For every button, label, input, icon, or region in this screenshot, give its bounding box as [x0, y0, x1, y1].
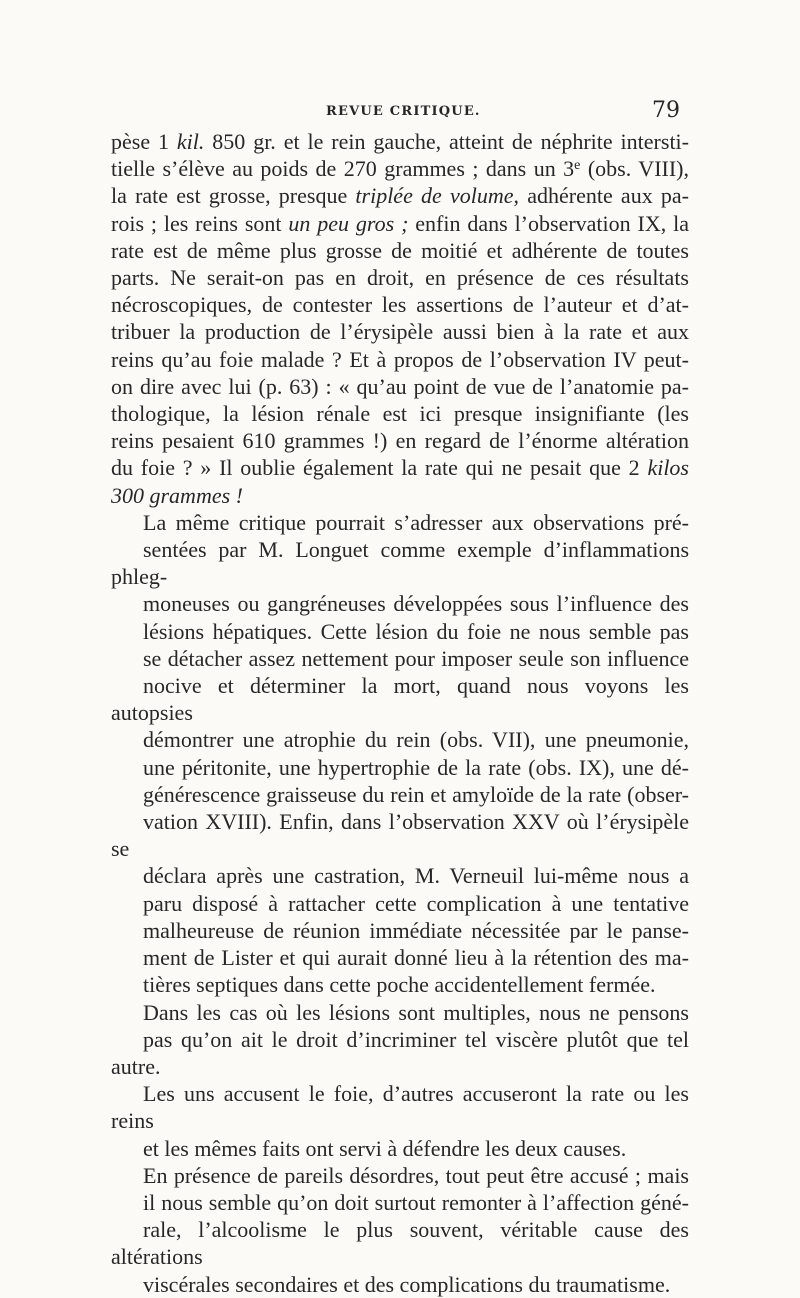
text-run: vation XVIII). Enfin, dans l’observation XXV où l’érysipèle se	[111, 809, 689, 862]
text-run: Dans les cas où les lésions sont multiples, nous ne pensons	[143, 999, 689, 1025]
article-body	[111, 128, 689, 1298]
italic-run: un peu gros ;	[288, 210, 409, 236]
text-run: générescence graisseuse du rein et amyloïde de la rate (obser-	[143, 781, 689, 807]
paragraph-4	[111, 1162, 689, 1298]
text-run: rate est de même plus grosse de moitié et adhérente de toutes	[111, 237, 689, 263]
text-run: viscérales secondaires et des complications du traumatisme.	[143, 1271, 671, 1297]
text-run: lésions hépatiques. Cette lésion du foie ne nous semble pas	[143, 618, 689, 644]
text-run: déclara après une castration, M. Verneuil lui-même nous a	[143, 863, 689, 889]
text-line	[111, 590, 689, 617]
running-title: REVUE CRITIQUE.	[326, 104, 481, 119]
text-run: Les uns accusent le foie, d’autres accuseront la rate ou les reins	[111, 1081, 689, 1134]
text-line	[111, 182, 689, 209]
text-run: , adhérente aux pa-	[513, 183, 689, 209]
text-line	[111, 1026, 689, 1080]
text-run: reins qu’au foie malade ? Et à propos de l’observation IV peut-	[111, 346, 689, 372]
text-run: la rate est grosse, presque	[111, 183, 356, 209]
text-line	[111, 264, 689, 291]
text-line	[111, 645, 689, 672]
text-line	[111, 373, 689, 400]
text-line	[111, 1271, 689, 1298]
text-line	[111, 318, 689, 345]
text-run: sentées par M. Longuet comme exemple d’inflammations phleg-	[111, 537, 689, 590]
text-run: se détacher assez nettement pour imposer seule son influence	[143, 645, 689, 671]
text-line	[111, 509, 689, 536]
text-line	[111, 482, 689, 509]
text-line	[111, 536, 689, 590]
text-line	[111, 754, 689, 781]
text-line	[111, 726, 689, 753]
text-run: paru disposé à rattacher cette complication à une tentative	[143, 890, 689, 916]
text-line	[111, 128, 689, 155]
text-line	[111, 1135, 689, 1162]
page-number: 79	[652, 98, 680, 123]
italic-run: 300 grammes !	[111, 482, 243, 508]
text-run: pas qu’on ait le droit d’incriminer tel viscère plutôt que tel autre.	[111, 1026, 689, 1079]
text-run: il nous semble qu’on doit surtout remonter à l’affection géné-	[143, 1189, 689, 1215]
text-line	[111, 944, 689, 971]
text-line	[111, 210, 689, 237]
text-run: on dire avec lui (p. 63) : « qu’au point de vue de l’anatomie pa-	[111, 373, 689, 399]
text-line	[111, 618, 689, 645]
text-run: moneuses ou gangréneuses développées sous l’influence des	[143, 591, 689, 617]
text-run: nocive et déterminer la mort, quand nous voyons les autopsies	[111, 673, 689, 726]
text-line	[111, 291, 689, 318]
text-run: La même critique pourrait s’adresser aux observations pré-	[143, 509, 689, 535]
text-line	[111, 427, 689, 454]
text-line	[111, 781, 689, 808]
text-line	[111, 672, 689, 726]
text-run: En présence de pareils désordres, tout peut être accusé ; mais	[143, 1162, 689, 1188]
text-run: malheureuse de réunion immédiate nécessitée par le panse-	[143, 917, 689, 943]
text-line	[111, 862, 689, 889]
text-line	[111, 808, 689, 862]
text-line	[111, 1162, 689, 1189]
text-run: (obs. VIII),	[580, 156, 689, 182]
text-line	[111, 1080, 689, 1134]
paragraph-2	[111, 509, 689, 999]
italic-run: kilos	[647, 455, 689, 481]
text-run: parts. Ne serait-on pas en droit, en présence de ces résultats	[111, 265, 689, 291]
text-run: démontrer une atrophie du rein (obs. VII), une pneumonie,	[143, 727, 689, 753]
text-run: une péritonite, une hypertrophie de la rate (obs. IX), une dé-	[143, 754, 689, 780]
text-run: tielle s’élève au poids de 270 grammes ; dans un 3	[111, 156, 575, 182]
text-line	[111, 400, 689, 427]
text-line	[111, 346, 689, 373]
text-run: du foie ? » Il oublie également la rate qui ne pesait que 2	[111, 455, 648, 481]
text-run: ment de Lister et qui aurait donné lieu à la rétention des ma-	[143, 945, 689, 971]
text-line	[111, 454, 689, 481]
italic-run: kil.	[176, 129, 205, 154]
paragraph-1	[111, 128, 689, 509]
text-line	[111, 237, 689, 264]
text-run: thologique, la lésion rénale est ici presque insignifiante (les	[111, 401, 689, 427]
text-run: 850 gr. et le rein gauche, atteint de néphrite intersti-	[204, 129, 689, 154]
page-header	[112, 98, 680, 128]
italic-run: triplée de volume	[355, 183, 514, 209]
text-run: rale, l’alcoolisme le plus souvent, véritable cause des altérations	[111, 1217, 689, 1270]
paragraph-3	[111, 999, 689, 1162]
text-line	[111, 1189, 689, 1216]
text-line	[111, 999, 689, 1026]
text-line	[111, 890, 689, 917]
text-line	[111, 917, 689, 944]
text-run: nécroscopiques, de contester les assertions de l’auteur et d’at-	[111, 292, 689, 318]
text-run: tribuer la production de l’érysipèle aussi bien à la rate et aux	[111, 319, 689, 345]
text-run: reins pesaient 610 grammes !) en regard de l’énorme altération	[111, 428, 689, 454]
text-line	[111, 971, 689, 998]
superscript: e	[574, 158, 581, 174]
text-run: enfin dans l’observation IX, la	[408, 210, 689, 236]
text-line	[111, 155, 689, 182]
text-run: pèse 1	[111, 129, 177, 154]
text-run: tières septiques dans cette poche accidentellement fermée.	[143, 972, 656, 998]
text-run: et les mêmes faits ont servi à défendre les deux causes.	[143, 1135, 627, 1161]
text-line	[111, 1216, 689, 1270]
text-run: rois ; les reins sont	[111, 210, 289, 236]
